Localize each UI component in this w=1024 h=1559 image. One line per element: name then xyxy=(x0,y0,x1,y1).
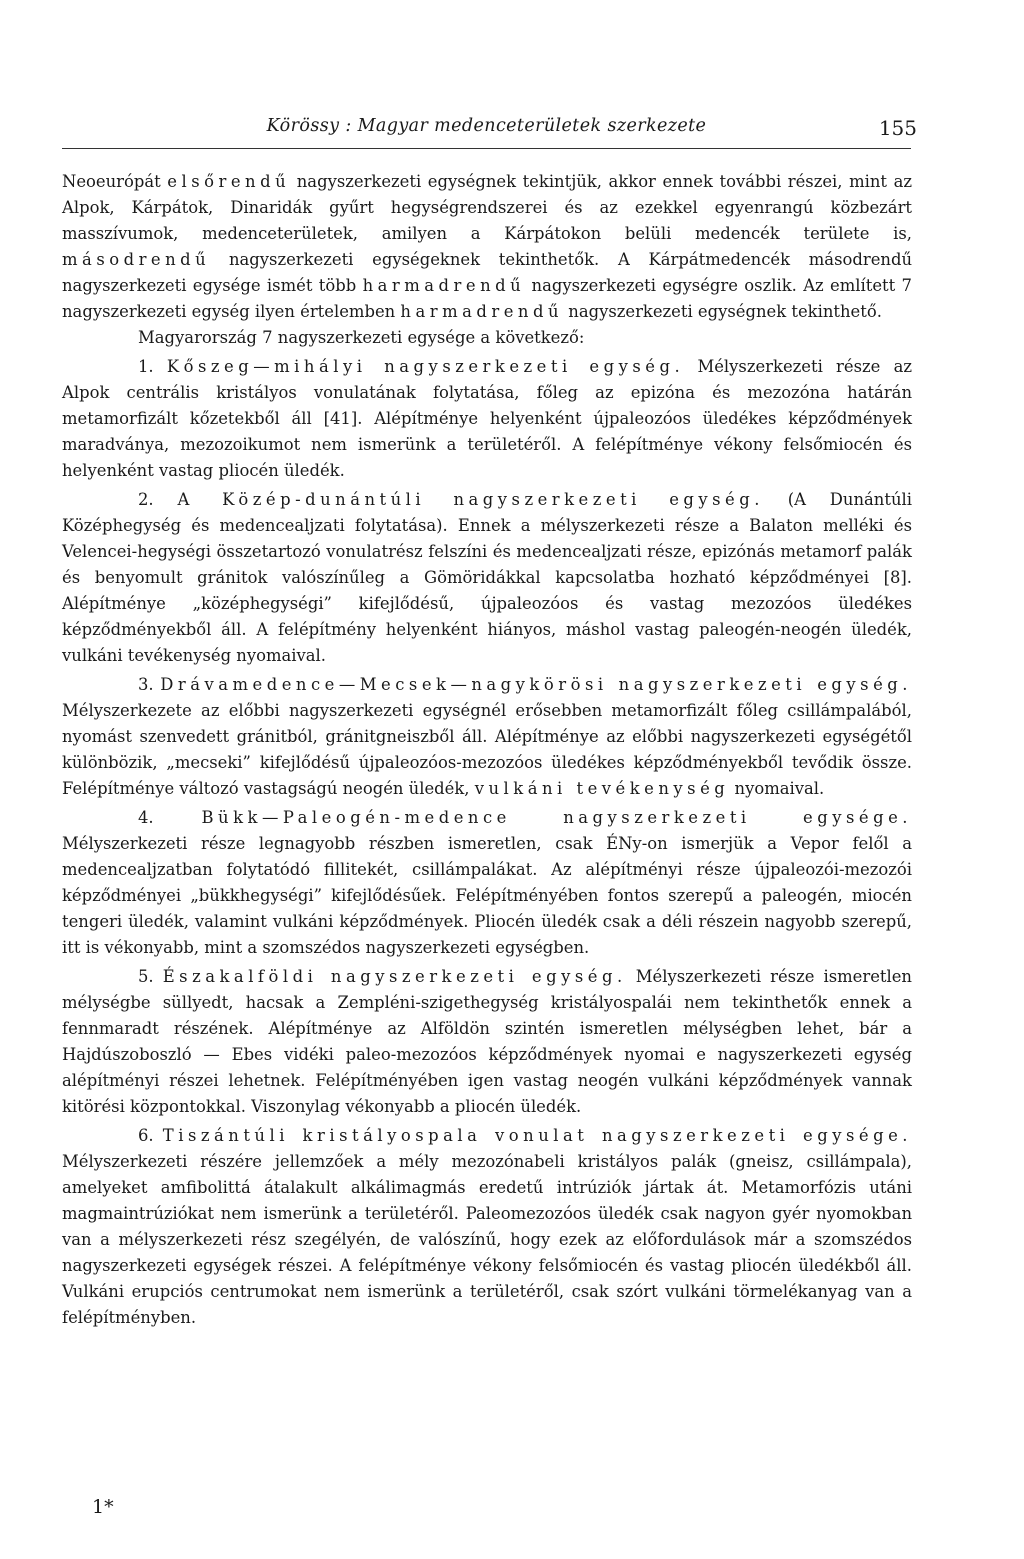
paragraph xyxy=(62,169,912,325)
emphasized-text: Kőszeg—mihályi nagyszerkezeti egység. xyxy=(166,357,685,376)
signature-mark: 1* xyxy=(92,1496,114,1518)
text-run: nyomaival. xyxy=(729,779,825,798)
emphasized-text: vulkáni tevékenység xyxy=(474,779,730,798)
text-run: 3. xyxy=(138,675,161,694)
emphasized-text: elsőrendű xyxy=(167,172,291,191)
emphasized-text: Tiszántúli kristályospala vonulat nagyszerkezeti egysége. xyxy=(162,1126,912,1145)
emphasized-text: Északalföldi nagyszerkezeti egység. xyxy=(162,967,627,986)
body-text xyxy=(62,169,912,1331)
page-number: 155 xyxy=(878,116,917,140)
paragraph xyxy=(62,964,912,1120)
running-head xyxy=(62,114,917,148)
text-run: Mélyszerkezeti része az Alpok centrális kristályos vonulatának folytatása, főleg az epizóna és mezozóna határán metamorfizált kőzetekből áll [41]. Alépítménye helyenként újpaleozóos üledékes képződmények maradványa, mezozoikumot nem ismerünk a területéről. A felépítménye vékony felsőmiocén és helyenként vastag pliocén üledék. xyxy=(62,357,912,480)
paragraph xyxy=(62,805,912,961)
text-run: 4. xyxy=(138,808,202,827)
emphasized-text: harmadrendű xyxy=(400,302,564,321)
text-run: nagyszerkezeti egységre oszlik. Az említett 7 nagyszerkezeti egység ilyen értelemben xyxy=(62,276,912,321)
emphasized-text: Drávamedence—Mecsek—nagykörösi nagyszerkezeti egység. xyxy=(160,675,912,694)
running-title: Körössy : Magyar medenceterületek szerkezete xyxy=(266,116,707,136)
emphasized-text: Bükk—Paleogén-medence nagyszerkezeti egysége. xyxy=(201,808,912,827)
text-run: Neoeurópát xyxy=(62,172,168,191)
text-run: nagyszerkezeti egységnek tekinthető. xyxy=(563,302,882,321)
text-run: (A Dunántúli Középhegység és medencealjzati folytatása). Ennek a mélyszerkezeti része a Balaton melléki és Velencei-hegységi összetartozó vonulatrész felszíni és medencealjzati része, epizónás metamorf palák és benyomult gránitok valószínűleg a Gömöridákkal kapcsolatba hozható képződményei [8]. Alépítménye „középhegységi” kifejlődésű, újpaleozóos és vastag mezozóos üledékes képződményekből áll. A felépítmény helyenként hiányos, máshol vastag paleogén-neogén üledék, vulkáni tevékenység nyomaival. xyxy=(62,490,912,665)
text-run: 1. xyxy=(138,357,167,376)
emphasized-text: harmadrendű xyxy=(362,276,526,295)
paragraph xyxy=(62,1123,912,1331)
paragraph xyxy=(62,354,912,484)
paragraph xyxy=(62,672,912,802)
text-run: Mélyszerkezeti részére jellemzőek a mély mezozónabeli kristályos palák (gneisz, csillámpala), amelyeket amfibolittá átalakult alkálimagmás eredetű intrúziók jártak át. Metamorfózis utáni magmaintrúziókat nem ismerünk a területéről. Paleomezozóos üledék csak nagyon gyér nyomokban van a mélyszerkezeti rész szegélyén, de valószínű, hogy ezek az előfordulások már a szomszédos nagyszerkezeti egységek részei. A felépítménye vékony felsőmiocén és vastag pliocén üledékből áll. Vulkáni erupciós centrumokat nem ismerünk a területéről, csak szórt vulkáni törmelékanyag van a felépítményben. xyxy=(62,1152,912,1327)
header-rule xyxy=(62,148,911,149)
paragraph xyxy=(62,325,912,351)
text-run: 5. xyxy=(138,967,163,986)
text-run: 2. xyxy=(138,490,178,509)
emphasized-text: másodrendű xyxy=(62,250,211,269)
text-run: Magyarország 7 nagyszerkezeti egysége a következő: xyxy=(138,328,585,347)
text-run: 6. xyxy=(138,1126,163,1145)
paragraph xyxy=(62,487,912,669)
text-run: Mélyszerkezete az előbbi nagyszerkezeti egységnél erősebben metamorfizált főleg csillámpalából, nyomást szenvedett gránitból, gránitgneiszből áll. Alépítménye az előbbi nagyszerkezeti egységétől különbözik, „mecseki” kifejlődésű újpaleozóos-mezozóos üledékes képződményekből tevődik össze. Felépítménye változó vastagságú neogén üledék, xyxy=(62,701,912,798)
text-run: Mélyszerkezeti része ismeretlen mélységbe süllyedt, hacsak a Zempléni-szigethegység kristályospalái nem tekinthetők ennek a fennmaradt részének. Alépítménye az Alföldön szintén ismeretlen mélységben lehet, bár a Hajdúszoboszló — Ebes vidéki paleo-mezozóos képződmények nyomai e nagyszerkezeti egység alépítményi részei lehetnek. Felépítményében igen vastag neogén vulkáni képződmények vannak kitörési központokkal. Viszonylag vékonyabb a pliocén üledék. xyxy=(62,967,912,1116)
text-run: nagyszerkezeti egységeknek tekinthetők. A Kárpátmedencék másodrendű nagyszerkezeti egysége ismét több xyxy=(62,250,912,295)
text-run: nagyszerkezeti egységnek tekintjük, akkor ennek további részei, mint az Alpok, Kárpátok, Dinaridák gyűrt hegységrendszerei és az ezekkel egyenrangú közbezárt masszívumok, medenceterületek, amilyen a Kárpátokon belüli medencék területe is, xyxy=(62,172,912,243)
emphasized-text: A Közép-dunántúli nagyszerkezeti egység. xyxy=(177,490,764,509)
text-run: Mélyszerkezeti része legnagyobb részben ismeretlen, csak ÉNy-on ismerjük a Vepor felől a medencealjzatban folytatódó fillitekét, csillámpalákat. Az alépítményi része újpaleozói-mezozói képződményei „bükkhegységi” kifejlődésűek. Felépítményében fontos szerepű a paleogén, miocén tengeri üledék, valamint vulkáni képződmények. Pliocén üledék csak a déli részein nagyobb szerepű, itt is vékonyabb, mint a szomszédos nagyszerkezeti egységben. xyxy=(62,834,912,957)
